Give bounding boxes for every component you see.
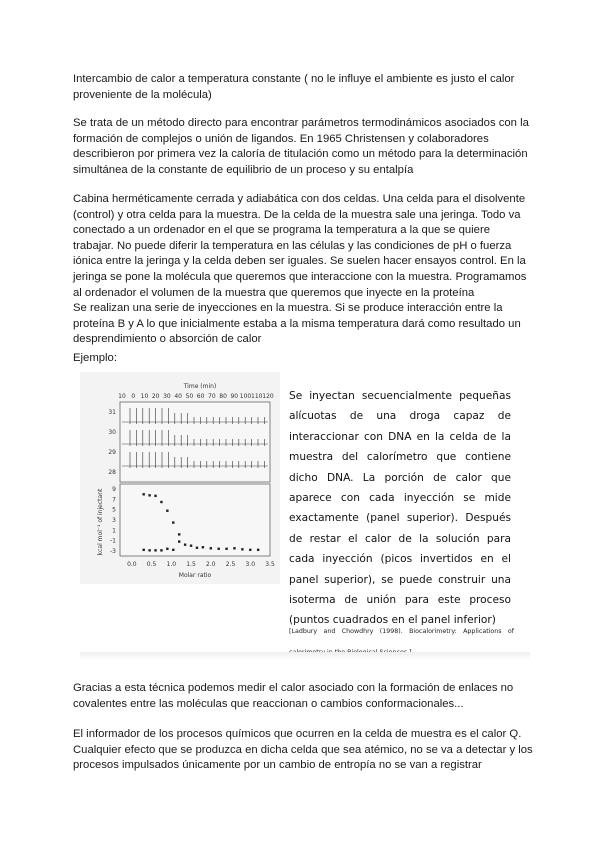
figure-shadow: [80, 652, 530, 660]
lower-y-tick-label: -1: [110, 537, 116, 545]
data-point: [249, 549, 251, 551]
lower-y-tick-label: 5: [112, 506, 116, 514]
time-axis-label: Time (min): [183, 383, 217, 390]
figure-example: [80, 372, 530, 662]
time-tick-label: 10: [140, 393, 149, 400]
data-point: [210, 547, 212, 549]
data-point: [154, 495, 156, 497]
time-tick-label: 120: [262, 393, 274, 400]
time-tick-label: 60: [196, 393, 205, 400]
lower-y-tick-label: 3: [112, 517, 116, 524]
data-point: [166, 548, 168, 550]
time-tick-label: 90: [230, 393, 239, 400]
data-point: [178, 540, 180, 542]
data-point: [184, 543, 186, 545]
data-point: [142, 493, 144, 495]
time-tick-label: 50: [185, 393, 194, 400]
lower-y-axis-label: kcal mol⁻¹ of injectant: [97, 488, 104, 556]
data-point: [172, 521, 174, 523]
paragraph-intro: Intercambio de calor a temperatura constante ( no le influye el ambiente es justo el calor proveniente de la molécula): [73, 73, 515, 101]
x-tick-label: 2.5: [225, 561, 236, 568]
time-tick-label: 0: [131, 393, 136, 400]
upper-y-tick-label: 28: [108, 469, 116, 476]
lower-y-tick-label: 1: [112, 527, 116, 535]
data-point: [160, 501, 162, 503]
data-point: [225, 548, 227, 550]
itc-plot: [80, 372, 280, 584]
lower-y-tick-label: -3: [110, 547, 116, 555]
x-tick-label: 0.0: [127, 561, 137, 568]
data-point: [172, 549, 174, 551]
x-tick-label: 1.0: [166, 561, 177, 568]
time-tick-label: 70: [208, 393, 216, 400]
data-point: [196, 547, 198, 549]
paragraph-conclusion: Gracias a esta técnica podemos medir el calor asociado con la formación de enlaces no covalentes entre las moléculas que reaccionan o cambios conformacionales...: [73, 682, 514, 710]
time-tick-label: 110: [251, 393, 263, 400]
upper-y-tick-label: 30: [108, 429, 116, 436]
time-tick-label: 10: [118, 393, 126, 400]
upper-y-tick-label: 31: [108, 409, 116, 416]
lower-y-tick-label: 9: [112, 486, 116, 494]
data-point: [148, 494, 150, 496]
paragraph-cabin-1: Cabina herméticamente cerrada y adiabática con dos celdas. Una celda para el disolvente (control) y otra celda para la muestra. De la celda de la muestra sale una jeringa. Todo va conectado a un ordenador en el que se programa la temperatura a la que se quiere trabajar. No puede diferir la temperatura en las células y las condiciones de pH o fuerza iónica entre la jeringa y la celda deben ser iguales. Se suelen hacer ensayos control. En la jeringa se pone la molécula que queremos que interaccione con la muestra. Programamos al ordenador el volumen de la muestra que queremos que inyecte en la proteína: [73, 193, 527, 299]
time-tick-label: 20: [151, 393, 160, 400]
figure-caption: Se inyectan secuencialmente pequeñas alícuotas de una droga capaz de interaccionar con DNA en la celda de la muestra del calorímetro que contiene dicho DNA. La porción de calor que aparece con cada inyección se mide exactamente (panel superior). Después de restar el calor de la solución para cada inyección (picos invertidos en el panel superior), se puede construir una isoterma de unión para este proceso (puntos cuadrados en el panel inferior): [289, 390, 511, 627]
data-point: [190, 545, 192, 547]
data-point: [148, 549, 150, 551]
x-tick-label: 3.5: [265, 561, 275, 568]
x-tick-label: 3.0: [245, 561, 256, 568]
x-tick-label: 2.0: [206, 561, 216, 568]
time-tick-label: 40: [174, 393, 182, 400]
x-tick-label: 1.5: [186, 561, 196, 568]
molar-ratio-label: Molar ratio: [178, 572, 212, 579]
lower-y-tick-label: 7: [112, 496, 116, 504]
paragraph-cabin-2: Se realizan una serie de inyecciones en la muestra. Si se produce interacción entre la proteína B y A lo que inicialmente estaba a la misma temperatura dará como resultado un desprendimiento o absorción de calor: [73, 302, 521, 346]
data-point: [241, 548, 243, 550]
data-point: [160, 549, 162, 551]
data-point: [202, 546, 204, 548]
paragraph-method: Se trata de un método directo para encontrar parámetros termodinámicos asociados con la formación de complejos o unión de ligandos. En 1965 Christensen y colaboradores describieron por primera vez la caloría de titulación como un método para la determinación simultánea de la constante de equilibrio de un proceso y su entalpía: [73, 117, 529, 176]
x-tick-label: 0.5: [146, 561, 157, 568]
paragraph-informer: El informador de los procesos químicos que ocurren en la celda de muestra es el calor Q. Cualquier efecto que se produzca en dicha celda que sea atémico, no se va a detectar y los procesos impulsados únicamente por un cambio de entropía no se van a registrar: [73, 728, 533, 772]
time-axis-ticks: [118, 393, 274, 400]
time-tick-label: 100: [239, 393, 252, 400]
paragraph-cabin: [73, 192, 533, 348]
data-point: [166, 510, 168, 512]
example-label: Ejemplo:: [73, 352, 117, 364]
figure-reference: [Ladbury and Chowdhry (1998). Biocalorimetry: Applications of: [289, 628, 514, 635]
data-point: [233, 547, 235, 549]
upper-y-tick-label: 29: [108, 449, 116, 456]
data-point: [257, 549, 259, 551]
time-tick-label: 80: [219, 393, 227, 400]
time-tick-label: 30: [163, 393, 171, 400]
data-point: [217, 548, 219, 550]
data-point: [142, 549, 144, 551]
data-point: [178, 533, 180, 535]
data-point: [154, 549, 156, 551]
